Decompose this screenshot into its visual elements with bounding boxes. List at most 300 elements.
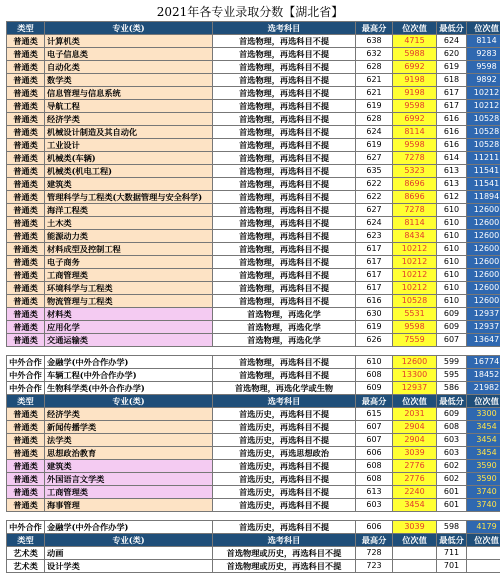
min-rank-cell: 3454 [467, 447, 500, 460]
max-score-cell: 623 [356, 230, 393, 243]
min-score-cell: 616 [437, 113, 467, 126]
subject-cell: 首选物理，再选科目不提 [213, 35, 356, 48]
table-header-row [7, 534, 500, 547]
min-score-cell: 603 [437, 434, 467, 447]
max-score-cell: 632 [356, 48, 393, 61]
max-score-cell: 728 [356, 547, 393, 560]
type-cell: 普通类 [7, 178, 45, 191]
min-score-cell: 617 [437, 100, 467, 113]
type-cell: 普通类 [7, 100, 45, 113]
max-score-cell: 638 [356, 35, 393, 48]
subject-cell: 首选历史，再选科目不提 [213, 521, 356, 534]
max-rank-cell [393, 547, 437, 560]
column-header: 选考科目 [213, 395, 356, 408]
subject-cell: 首选物理，再选科目不提 [213, 356, 356, 369]
min-score-cell: 609 [437, 308, 467, 321]
subject-cell: 首选物理，再选科目不提 [213, 191, 356, 204]
major-cell: 工商管理类 [45, 269, 213, 282]
max-rank-cell: 8434 [393, 230, 437, 243]
subject-cell: 首选物理，再选科目不提 [213, 152, 356, 165]
min-rank-cell: 10528 [467, 113, 500, 126]
type-cell: 普通类 [7, 408, 45, 421]
min-rank-cell: 12600 [467, 230, 500, 243]
max-rank-cell: 4715 [393, 35, 437, 48]
min-rank-cell: 16774 [467, 356, 500, 369]
min-rank-cell: 3454 [467, 421, 500, 434]
section-gap [7, 512, 500, 521]
max-score-cell: 617 [356, 282, 393, 295]
column-header: 最高分 [356, 395, 393, 408]
table-row [7, 356, 500, 369]
max-rank-cell: 9198 [393, 87, 437, 100]
major-cell: 电子商务 [45, 256, 213, 269]
max-score-cell: 617 [356, 269, 393, 282]
type-cell: 普通类 [7, 334, 45, 347]
min-rank-cell: 3300 [467, 408, 500, 421]
major-cell: 生物科学类(中外合作办学) [45, 382, 213, 395]
table-row [7, 230, 500, 243]
column-header: 最低分 [437, 22, 467, 35]
subject-cell: 首选物理，再选科目不提 [213, 178, 356, 191]
min-rank-cell: 11894 [467, 191, 500, 204]
subject-cell: 首选物理，再选科目不提 [213, 369, 356, 382]
type-cell: 普通类 [7, 321, 45, 334]
subject-cell: 首选物理，再选科目不提 [213, 243, 356, 256]
max-rank-cell: 10212 [393, 256, 437, 269]
min-rank-cell: 3740 [467, 486, 500, 499]
min-rank-cell: 10212 [467, 87, 500, 100]
max-score-cell: 608 [356, 369, 393, 382]
major-cell: 建筑类 [45, 178, 213, 191]
major-cell: 工业设计 [45, 139, 213, 152]
type-cell: 普通类 [7, 74, 45, 87]
column-header: 位次值 [393, 22, 437, 35]
type-cell: 中外合作 [7, 356, 45, 369]
major-cell: 机械类(车辆) [45, 152, 213, 165]
min-score-cell: 624 [437, 35, 467, 48]
table-row [7, 178, 500, 191]
max-rank-cell: 9198 [393, 74, 437, 87]
min-score-cell: 598 [437, 521, 467, 534]
table-row [7, 521, 500, 534]
type-cell: 中外合作 [7, 369, 45, 382]
column-header: 类型 [7, 22, 45, 35]
max-score-cell: 613 [356, 486, 393, 499]
type-cell: 中外合作 [7, 521, 45, 534]
max-score-cell: 627 [356, 204, 393, 217]
max-score-cell: 603 [356, 499, 393, 512]
min-score-cell: 602 [437, 460, 467, 473]
type-cell: 普通类 [7, 447, 45, 460]
type-cell: 普通类 [7, 486, 45, 499]
subject-cell: 首选历史，再选科目不提 [213, 421, 356, 434]
major-cell: 经济学类 [45, 408, 213, 421]
min-rank-cell: 3454 [467, 434, 500, 447]
min-score-cell: 612 [437, 191, 467, 204]
max-score-cell: 609 [356, 382, 393, 395]
type-cell: 普通类 [7, 421, 45, 434]
major-cell: 物流管理与工程类 [45, 295, 213, 308]
table-row [7, 408, 500, 421]
type-cell: 普通类 [7, 152, 45, 165]
min-rank-cell: 3590 [467, 473, 500, 486]
min-score-cell: 610 [437, 230, 467, 243]
type-cell: 艺术类 [7, 560, 45, 573]
type-cell: 普通类 [7, 308, 45, 321]
type-cell: 普通类 [7, 204, 45, 217]
min-score-cell: 610 [437, 282, 467, 295]
table-row [7, 217, 500, 230]
column-header: 类型 [7, 395, 45, 408]
major-cell: 材料成型及控制工程 [45, 243, 213, 256]
min-rank-cell [467, 547, 500, 560]
subject-cell: 首选物理，再选科目不提 [213, 48, 356, 61]
column-header: 专业(类) [45, 395, 213, 408]
max-score-cell: 608 [356, 473, 393, 486]
max-rank-cell: 8696 [393, 191, 437, 204]
type-cell: 中外合作 [7, 382, 45, 395]
min-rank-cell: 9283 [467, 48, 500, 61]
major-cell: 信息管理与信息系统 [45, 87, 213, 100]
min-score-cell: 601 [437, 499, 467, 512]
max-rank-cell: 2240 [393, 486, 437, 499]
max-score-cell: 616 [356, 295, 393, 308]
max-score-cell: 619 [356, 139, 393, 152]
max-rank-cell: 10528 [393, 295, 437, 308]
max-score-cell: 607 [356, 434, 393, 447]
max-rank-cell: 3039 [393, 447, 437, 460]
table-row [7, 308, 500, 321]
max-score-cell: 723 [356, 560, 393, 573]
min-score-cell: 701 [437, 560, 467, 573]
major-cell: 导航工程 [45, 100, 213, 113]
table-row [7, 139, 500, 152]
subject-cell: 首选物理，再选科目不提 [213, 295, 356, 308]
type-cell: 普通类 [7, 165, 45, 178]
max-score-cell: 626 [356, 334, 393, 347]
table-row [7, 473, 500, 486]
max-rank-cell: 2776 [393, 473, 437, 486]
max-rank-cell: 7559 [393, 334, 437, 347]
min-score-cell: 610 [437, 256, 467, 269]
column-header: 位次值 [467, 22, 500, 35]
major-cell: 思想政治教育 [45, 447, 213, 460]
type-cell: 普通类 [7, 473, 45, 486]
subject-cell: 首选历史，再选科目不提 [213, 486, 356, 499]
subject-cell: 首选历史，再选科目不提 [213, 434, 356, 447]
type-cell: 普通类 [7, 139, 45, 152]
type-cell: 普通类 [7, 191, 45, 204]
column-header: 专业(类) [45, 22, 213, 35]
major-cell: 机械设计制造及其自动化 [45, 126, 213, 139]
min-score-cell: 607 [437, 334, 467, 347]
type-cell: 普通类 [7, 243, 45, 256]
min-score-cell: 603 [437, 447, 467, 460]
subject-cell: 首选历史，再选思想政治 [213, 447, 356, 460]
major-cell: 数学类 [45, 74, 213, 87]
major-cell: 土木类 [45, 217, 213, 230]
type-cell: 普通类 [7, 295, 45, 308]
max-rank-cell: 9598 [393, 321, 437, 334]
type-cell: 普通类 [7, 434, 45, 447]
min-rank-cell: 12600 [467, 243, 500, 256]
min-rank-cell: 12600 [467, 269, 500, 282]
type-cell: 普通类 [7, 48, 45, 61]
subject-cell: 首选物理，再选科目不提 [213, 204, 356, 217]
major-cell: 动画 [45, 547, 213, 560]
max-rank-cell: 9598 [393, 100, 437, 113]
table-row [7, 152, 500, 165]
table-row [7, 447, 500, 460]
type-cell: 普通类 [7, 499, 45, 512]
table-row [7, 35, 500, 48]
min-rank-cell: 12600 [467, 282, 500, 295]
max-rank-cell: 9598 [393, 139, 437, 152]
table-row [7, 282, 500, 295]
max-rank-cell: 2776 [393, 460, 437, 473]
max-rank-cell: 7278 [393, 204, 437, 217]
max-score-cell: 621 [356, 87, 393, 100]
table-row [7, 460, 500, 473]
subject-cell: 首选历史，再选科目不提 [213, 408, 356, 421]
type-cell: 普通类 [7, 269, 45, 282]
subject-cell: 首选物理，再选科目不提 [213, 256, 356, 269]
type-cell: 普通类 [7, 282, 45, 295]
column-header: 位次值 [467, 534, 500, 547]
min-score-cell: 617 [437, 87, 467, 100]
subject-cell: 首选物理，再选科目不提 [213, 87, 356, 100]
min-rank-cell: 3590 [467, 460, 500, 473]
subject-cell: 首选物理，再选科目不提 [213, 126, 356, 139]
column-header: 类型 [7, 534, 45, 547]
min-score-cell: 599 [437, 356, 467, 369]
type-cell: 普通类 [7, 35, 45, 48]
max-score-cell: 627 [356, 152, 393, 165]
subject-cell: 首选物理，再选化学或生物 [213, 382, 356, 395]
max-rank-cell: 5531 [393, 308, 437, 321]
max-rank-cell: 8696 [393, 178, 437, 191]
max-rank-cell: 6992 [393, 113, 437, 126]
subject-cell: 首选物理，再选化学 [213, 334, 356, 347]
type-cell: 艺术类 [7, 547, 45, 560]
subject-cell: 首选历史，再选科目不提 [213, 460, 356, 473]
max-rank-cell: 6992 [393, 61, 437, 74]
type-cell: 普通类 [7, 460, 45, 473]
type-cell: 普通类 [7, 61, 45, 74]
max-score-cell: 617 [356, 256, 393, 269]
major-cell: 自动化类 [45, 61, 213, 74]
min-score-cell: 619 [437, 61, 467, 74]
max-score-cell: 635 [356, 165, 393, 178]
table-row [7, 547, 500, 560]
max-rank-cell [393, 560, 437, 573]
column-header: 最低分 [437, 534, 467, 547]
table-row [7, 334, 500, 347]
max-score-cell: 624 [356, 217, 393, 230]
min-rank-cell: 11211 [467, 152, 500, 165]
type-cell: 普通类 [7, 256, 45, 269]
subject-cell: 首选物理，再选科目不提 [213, 113, 356, 126]
table-row [7, 499, 500, 512]
min-score-cell: 616 [437, 139, 467, 152]
min-rank-cell: 9892 [467, 74, 500, 87]
max-rank-cell: 5323 [393, 165, 437, 178]
subject-cell: 首选物理或历史，再选科目不提 [213, 560, 356, 573]
major-cell: 车辆工程(中外合作办学) [45, 369, 213, 382]
subject-cell: 首选历史，再选科目不提 [213, 473, 356, 486]
min-rank-cell: 12937 [467, 308, 500, 321]
min-rank-cell: 18452 [467, 369, 500, 382]
min-rank-cell: 10528 [467, 126, 500, 139]
subject-cell: 首选物理，再选科目不提 [213, 217, 356, 230]
major-cell: 机械类(机电工程) [45, 165, 213, 178]
major-cell: 海事管理 [45, 499, 213, 512]
max-rank-cell: 12600 [393, 356, 437, 369]
table-row [7, 61, 500, 74]
subject-cell: 首选物理，再选科目不提 [213, 74, 356, 87]
table-header-row [7, 22, 500, 35]
min-score-cell: 613 [437, 165, 467, 178]
major-cell: 环境科学与工程类 [45, 282, 213, 295]
max-score-cell: 606 [356, 447, 393, 460]
max-score-cell: 628 [356, 61, 393, 74]
min-rank-cell: 11541 [467, 178, 500, 191]
table-row [7, 382, 500, 395]
major-cell: 管理科学与工程类(大数据管理与安全科学) [45, 191, 213, 204]
subject-cell: 首选物理，再选化学 [213, 321, 356, 334]
table-row [7, 165, 500, 178]
min-score-cell: 595 [437, 369, 467, 382]
min-rank-cell: 9598 [467, 61, 500, 74]
table-row [7, 256, 500, 269]
column-header: 位次值 [467, 395, 500, 408]
min-score-cell: 610 [437, 295, 467, 308]
table-row [7, 113, 500, 126]
major-cell: 工商管理类 [45, 486, 213, 499]
table-header-row [7, 395, 500, 408]
table-row [7, 269, 500, 282]
min-rank-cell: 21982 [467, 382, 500, 395]
column-header: 最高分 [356, 22, 393, 35]
subject-cell: 首选物理，再选科目不提 [213, 165, 356, 178]
min-rank-cell: 12600 [467, 204, 500, 217]
type-cell: 普通类 [7, 230, 45, 243]
table-row [7, 74, 500, 87]
type-cell: 普通类 [7, 126, 45, 139]
major-cell: 金融学(中外合作办学) [45, 356, 213, 369]
major-cell: 新闻传播学类 [45, 421, 213, 434]
min-rank-cell: 12937 [467, 321, 500, 334]
max-score-cell: 622 [356, 178, 393, 191]
column-header: 最低分 [437, 395, 467, 408]
subject-cell: 首选物理，再选科目不提 [213, 139, 356, 152]
max-rank-cell: 3039 [393, 521, 437, 534]
min-rank-cell [467, 560, 500, 573]
table-row [7, 126, 500, 139]
min-score-cell: 608 [437, 421, 467, 434]
max-score-cell: 619 [356, 321, 393, 334]
max-score-cell: 615 [356, 408, 393, 421]
min-score-cell: 614 [437, 152, 467, 165]
column-header: 位次值 [393, 395, 437, 408]
min-rank-cell: 12600 [467, 295, 500, 308]
max-rank-cell: 13300 [393, 369, 437, 382]
min-score-cell: 609 [437, 321, 467, 334]
table-row [7, 434, 500, 447]
max-score-cell: 608 [356, 460, 393, 473]
min-score-cell: 601 [437, 486, 467, 499]
max-score-cell: 621 [356, 74, 393, 87]
column-header: 专业(类) [45, 534, 213, 547]
major-cell: 应用化学 [45, 321, 213, 334]
major-cell: 经济学类 [45, 113, 213, 126]
page-title: 2021年各专业录取分数【湖北省】 [156, 5, 344, 19]
table-row [7, 243, 500, 256]
max-rank-cell: 2031 [393, 408, 437, 421]
subject-cell: 首选物理，再选科目不提 [213, 100, 356, 113]
max-rank-cell: 2904 [393, 434, 437, 447]
min-rank-cell: 12600 [467, 217, 500, 230]
score-table [6, 21, 500, 573]
min-score-cell: 711 [437, 547, 467, 560]
min-score-cell: 609 [437, 408, 467, 421]
type-cell: 普通类 [7, 87, 45, 100]
subject-cell: 首选物理，再选科目不提 [213, 61, 356, 74]
min-score-cell: 610 [437, 243, 467, 256]
subject-cell: 首选物理或历史，再选科目不提 [213, 547, 356, 560]
min-rank-cell: 10212 [467, 100, 500, 113]
type-cell: 普通类 [7, 217, 45, 230]
subject-cell: 首选物理，再选科目不提 [213, 269, 356, 282]
min-score-cell: 620 [437, 48, 467, 61]
max-score-cell: 610 [356, 356, 393, 369]
table-row [7, 191, 500, 204]
major-cell: 海洋工程类 [45, 204, 213, 217]
max-rank-cell: 12937 [393, 382, 437, 395]
table-row [7, 560, 500, 573]
max-rank-cell: 7278 [393, 152, 437, 165]
min-score-cell: 610 [437, 204, 467, 217]
major-cell: 交通运输类 [45, 334, 213, 347]
column-header: 位次值 [393, 534, 437, 547]
table-row [7, 48, 500, 61]
max-rank-cell: 2904 [393, 421, 437, 434]
max-rank-cell: 8114 [393, 217, 437, 230]
subject-cell: 首选物理，再选科目不提 [213, 282, 356, 295]
max-rank-cell: 8114 [393, 126, 437, 139]
major-cell: 能源动力类 [45, 230, 213, 243]
max-rank-cell: 10212 [393, 269, 437, 282]
max-score-cell: 617 [356, 243, 393, 256]
table-row [7, 369, 500, 382]
subject-cell: 首选物理，再选化学 [213, 308, 356, 321]
major-cell: 电子信息类 [45, 48, 213, 61]
max-score-cell: 630 [356, 308, 393, 321]
column-header: 选考科目 [213, 534, 356, 547]
min-score-cell: 610 [437, 217, 467, 230]
min-rank-cell: 11541 [467, 165, 500, 178]
major-cell: 设计学类 [45, 560, 213, 573]
min-rank-cell: 3740 [467, 499, 500, 512]
subject-cell: 首选历史，再选科目不提 [213, 499, 356, 512]
min-rank-cell: 4179 [467, 521, 500, 534]
major-cell: 材料类 [45, 308, 213, 321]
max-rank-cell: 3454 [393, 499, 437, 512]
table-row [7, 87, 500, 100]
column-header: 最高分 [356, 534, 393, 547]
type-cell: 普通类 [7, 113, 45, 126]
major-cell: 计算机类 [45, 35, 213, 48]
